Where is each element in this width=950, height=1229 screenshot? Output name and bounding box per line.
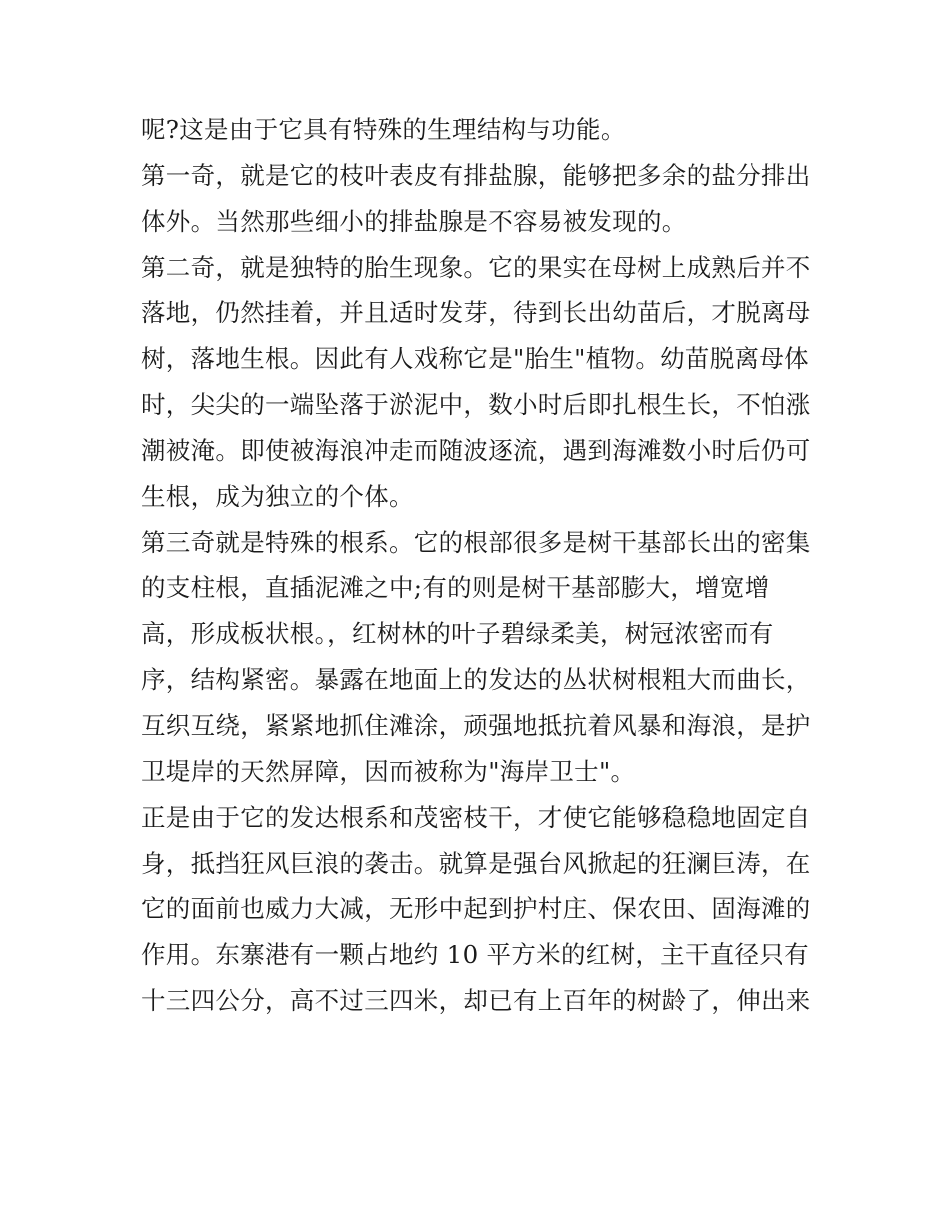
text-line: 正是由于它的发达根系和茂密枝干，才使它能够稳稳地固定自 xyxy=(141,802,811,832)
text-line: 第三奇就是特殊的根系。它的根部很多是树干基部长出的密集 xyxy=(141,527,811,557)
text-line: 互织互绕，紧紧地抓住滩涂，顽强地抵抗着风暴和海浪，是护 xyxy=(141,710,811,740)
text-line: 它的面前也威力大减，无形中起到护村庄、保农田、固海滩的 xyxy=(141,894,811,924)
text-line: 落地，仍然挂着，并且适时发芽，待到长出幼苗后，才脱离母 xyxy=(141,298,811,328)
text-line: 卫堤岸的天然屏障，因而被称为"海岸卫士"。 xyxy=(141,756,636,786)
text-line: 树，落地生根。因此有人戏称它是"胎生"植物。幼苗脱离母体 xyxy=(141,344,809,374)
text-line: 身，抵挡狂风巨浪的袭击。就算是强台风掀起的狂澜巨涛，在 xyxy=(141,848,811,878)
text-line: 潮被淹。即使被海浪冲走而随波逐流，遇到海滩数小时后仍可 xyxy=(141,435,811,465)
text-line: 十三四公分，高不过三四米，却已有上百年的树龄了，伸出来 xyxy=(141,986,811,1016)
text-line: 序，结构紧密。暴露在地面上的发达的丛状树根粗大而曲长， xyxy=(141,665,811,695)
text-line: 生根，成为独立的个体。 xyxy=(141,481,414,511)
text-line: 呢?这是由于它具有特殊的生理结构与功能。 xyxy=(141,115,626,144)
text-line: 的支柱根，直插泥滩之中;有的则是树干基部膨大，增宽增 xyxy=(141,573,770,603)
text-line: 作用。东寨港有一颗占地约 10 平方米的红树，主干直径只有 xyxy=(141,940,809,970)
text-line: 第一奇，就是它的枝叶表皮有排盐腺，能够把多余的盐分排出 xyxy=(141,160,811,190)
text-line: 高，形成板状根。，红树林的叶子碧绿柔美，树冠浓密而有 xyxy=(141,619,774,649)
text-line: 体外。当然那些细小的排盐腺是不容易被发现的。 xyxy=(141,206,687,236)
text-line: 第二奇，就是独特的胎生现象。它的果实在母树上成熟后并不 xyxy=(141,252,811,282)
document-body xyxy=(141,111,821,1028)
text-line: 时，尖尖的一端坠落于淤泥中，数小时后即扎根生长，不怕涨 xyxy=(141,390,811,420)
